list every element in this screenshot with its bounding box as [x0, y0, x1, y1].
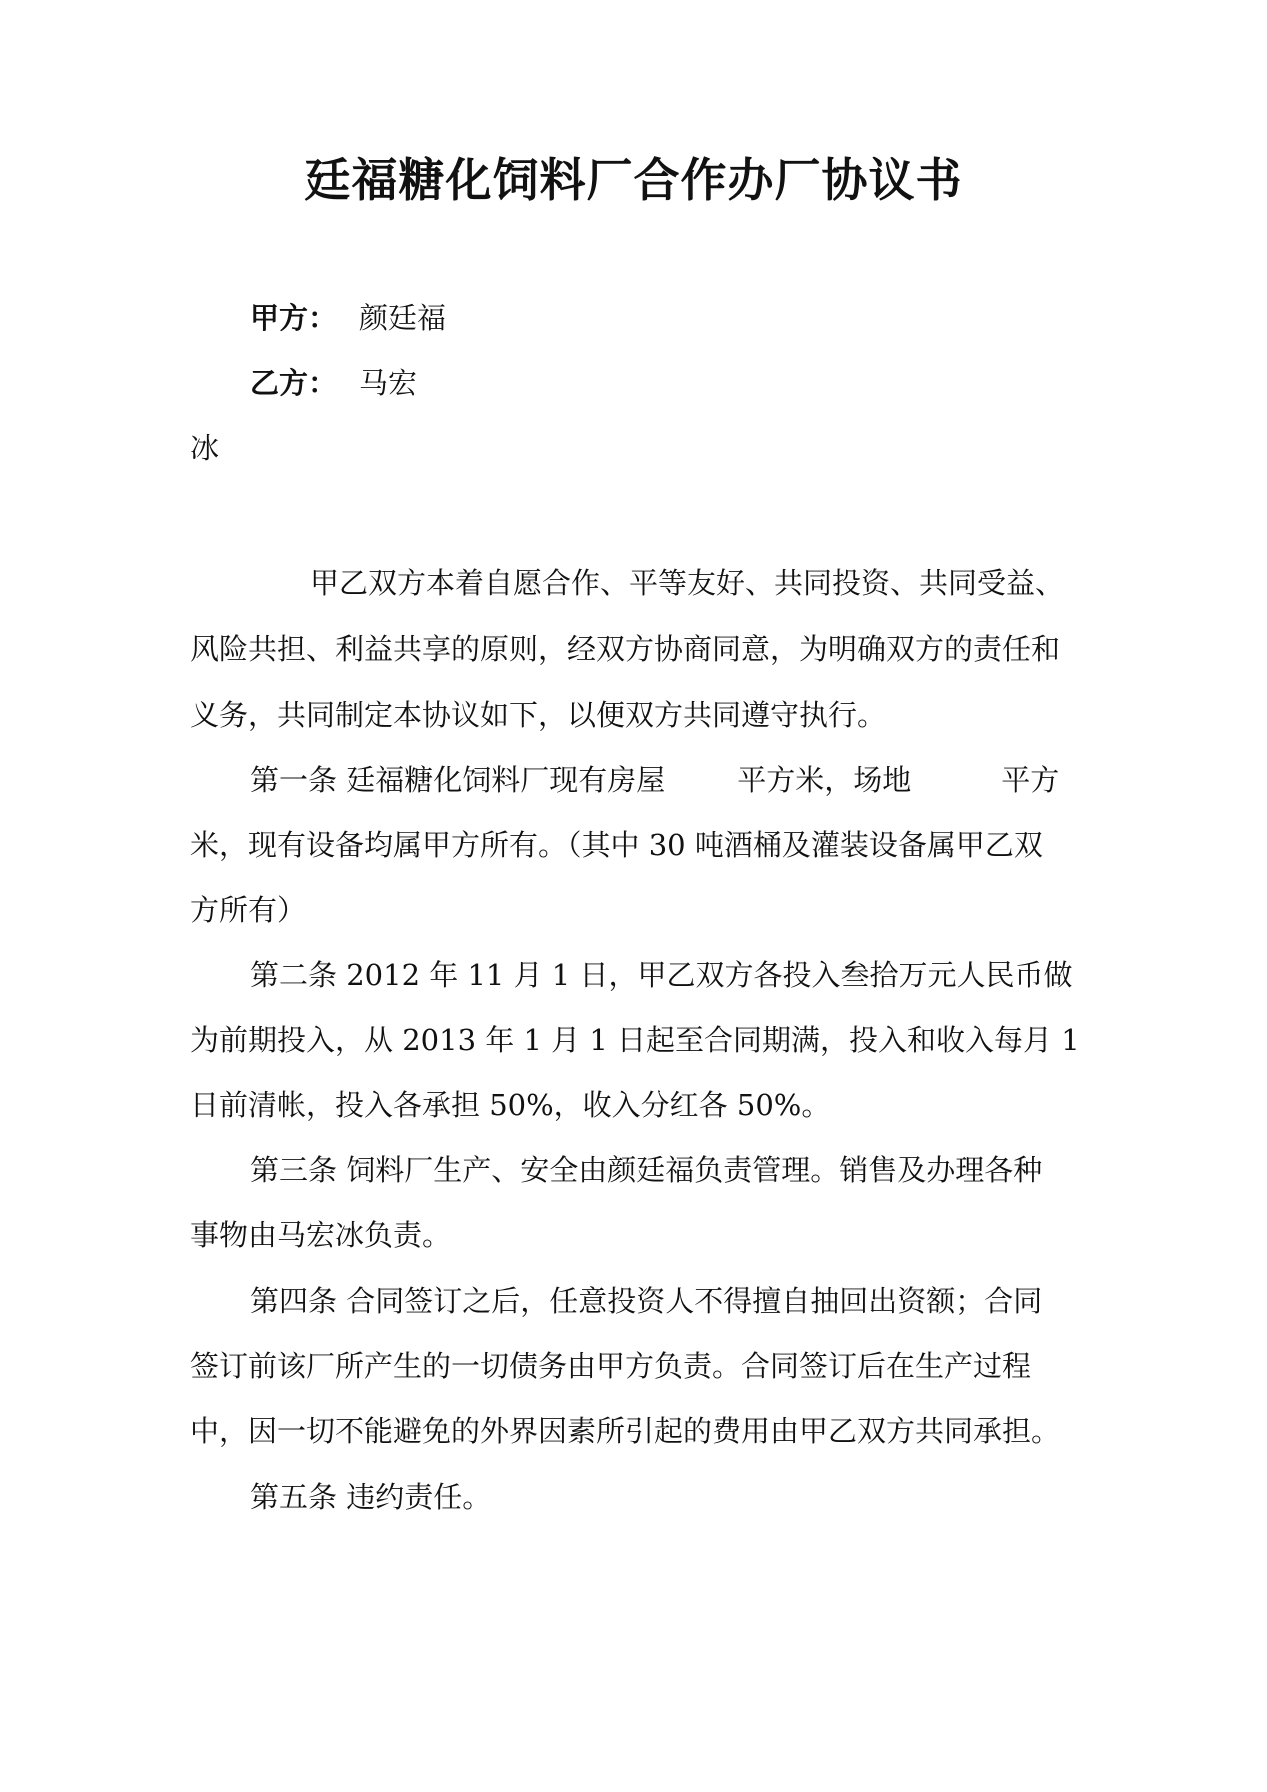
article-2-line-2: 为前期投入，从 2013 年 1 月 1 日起至合同期满，投入和收入每月 1 [190, 1023, 1080, 1057]
article-2-line-3: 日前清帐，投入各承担 50%，收入分红各 50%。 [190, 1088, 831, 1122]
article-4-line-3: 中，因一切不能避免的外界因素所引起的费用由甲乙双方共同承担。 [190, 1414, 1061, 1448]
party-b-name-wrap: 冰 [190, 431, 220, 465]
article-1-line-1 [250, 760, 1059, 800]
article-1-part-3: 平方 [1001, 763, 1060, 797]
party-a-line [250, 298, 446, 338]
article-4-line-2: 签订前该厂所产生的一切债务由甲方负责。合同签订后在生产过程 [190, 1349, 1032, 1383]
article-3-line-2: 事物由马宏冰负责。 [190, 1218, 452, 1252]
article-3-line-1: 第三条 饲料厂生产、安全由颜廷福负责管理。销售及办理各种 [250, 1153, 1043, 1187]
article-5-line-1: 第五条 违约责任。 [250, 1480, 492, 1514]
preamble-line-2: 风险共担、利益共享的原则，经双方协商同意，为明确双方的责任和 [190, 632, 1061, 666]
article-1-part-2: 平方米，场地 [737, 763, 912, 797]
article-4-line-1: 第四条 合同签订之后，任意投资人不得擅自抽回出资额；合同 [250, 1284, 1043, 1318]
document-title: 廷福糖化饲料厂合作办厂协议书 [304, 153, 963, 207]
party-b-line [250, 363, 417, 403]
party-b-name: 马宏 [359, 366, 418, 400]
article-1-line-2: 米，现有设备均属甲方所有。（其中 30 吨酒桶及灌装设备属甲乙双 [190, 828, 1043, 862]
preamble-line-3: 义务，共同制定本协议如下，以便双方共同遵守执行。 [190, 698, 887, 732]
preamble-line-1: 甲乙双方本着自愿合作、平等友好、共同投资、共同受益、 [310, 566, 1065, 600]
article-1-part-1: 第一条 廷福糖化饲料厂现有房屋 [250, 763, 666, 797]
party-a-name: 颜廷福 [359, 301, 447, 335]
article-2-line-1: 第二条 2012 年 11 月 1 日，甲乙双方各投入叁拾万元人民币做 [250, 958, 1073, 992]
article-1-line-3: 方所有） [190, 893, 307, 927]
party-b-label: 乙方： [250, 366, 338, 400]
party-a-label: 甲方： [250, 301, 338, 335]
